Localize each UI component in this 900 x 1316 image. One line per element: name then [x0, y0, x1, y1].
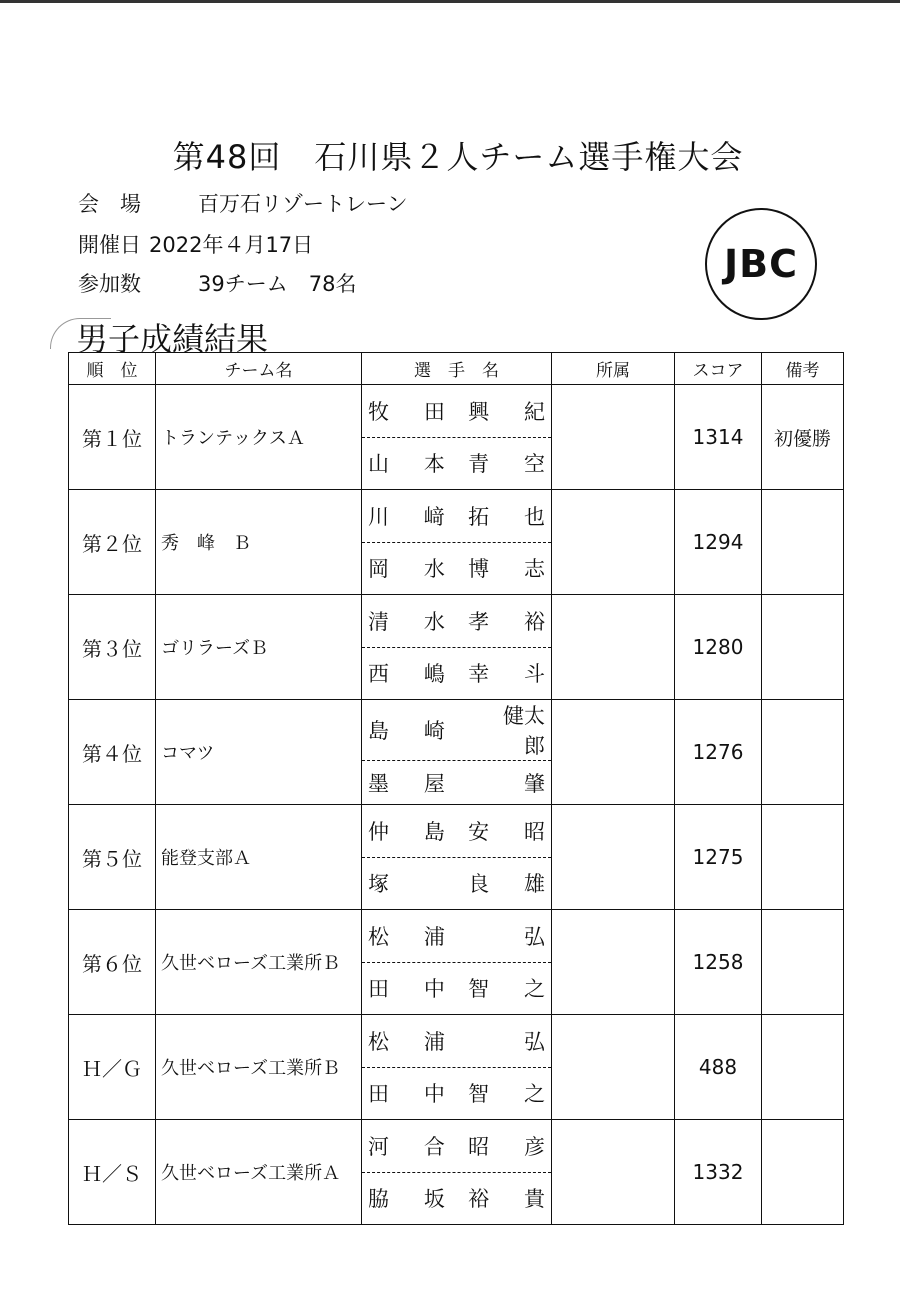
- score-cell: 1258: [675, 910, 762, 1015]
- player-name-char: 水: [423, 557, 445, 582]
- player-name-char: 青: [468, 452, 490, 477]
- players-cell: [362, 385, 552, 490]
- team-cell: 久世ベローズ工業所Ｂ: [156, 1015, 362, 1120]
- rank-cell: 第１位: [69, 385, 156, 490]
- table-row: [69, 595, 844, 700]
- table-row: [69, 385, 844, 490]
- rank-cell: 第５位: [69, 805, 156, 910]
- player-name-char: 裕: [468, 1187, 490, 1212]
- player-name-char: 也: [524, 504, 545, 529]
- team-cell: 秀 峰 Ｂ: [156, 490, 362, 595]
- player-name: [362, 1120, 551, 1173]
- date-value: 2022年４月17日: [149, 233, 314, 257]
- score-cell: 1332: [675, 1120, 762, 1225]
- score-cell: 1280: [675, 595, 762, 700]
- player-name: [362, 1015, 551, 1068]
- venue-label: 会 場: [78, 192, 141, 216]
- affiliation-cell: [552, 385, 675, 490]
- player-name: [362, 543, 551, 595]
- player-name-char: 牧: [368, 399, 389, 424]
- player-name-char: 貴: [524, 1187, 545, 1212]
- team-cell: コマツ: [156, 700, 362, 805]
- player-name-char: 昭: [468, 1134, 490, 1159]
- header-affiliation: 所属: [552, 353, 675, 385]
- player-name-char: 之: [524, 1082, 545, 1107]
- player-name-char: 安: [468, 819, 490, 844]
- players-cell: [362, 595, 552, 700]
- player-name: [362, 1068, 551, 1120]
- note-cell: [762, 910, 844, 1015]
- player-name-char: 合: [423, 1134, 445, 1159]
- player-name-char: 孝: [468, 609, 490, 634]
- rank-cell: 第４位: [69, 700, 156, 805]
- affiliation-cell: [552, 805, 675, 910]
- player-name-char: 健太郎: [503, 704, 545, 758]
- player-name-char: 志: [524, 557, 545, 582]
- player-name-char: 嶋: [423, 662, 445, 687]
- table-row: [69, 1015, 844, 1120]
- note-cell: [762, 1015, 844, 1120]
- player-name: [362, 438, 551, 490]
- entries-line: [78, 268, 356, 298]
- player-name: [362, 648, 551, 700]
- player-name: [362, 700, 551, 761]
- entries-value: 39チーム 78名: [198, 272, 357, 296]
- player-name-char: 博: [468, 557, 490, 582]
- player-name-char: 仲: [368, 819, 389, 844]
- note-cell: [762, 1120, 844, 1225]
- player-name-char: 昭: [524, 819, 545, 844]
- table-row: [69, 1120, 844, 1225]
- players-cell: [362, 805, 552, 910]
- date-label: 開催日: [78, 233, 141, 257]
- player-name-char: 墨: [368, 771, 389, 796]
- table-row: [69, 490, 844, 595]
- score-cell: 1276: [675, 700, 762, 805]
- entries-label: 参加数: [78, 272, 141, 296]
- player-name-char: 中: [423, 977, 445, 1002]
- scan-edge-line: [0, 0, 900, 3]
- score-cell: 1314: [675, 385, 762, 490]
- player-name: [362, 963, 551, 1015]
- player-name-char: 肇: [524, 771, 545, 796]
- player-name-char: 田: [368, 1082, 389, 1107]
- header-rank: 順 位: [69, 353, 156, 385]
- players-cell: [362, 1120, 552, 1225]
- players-cell: [362, 1015, 552, 1120]
- player-name-char: 島: [368, 719, 389, 743]
- player-name-char: 崎: [423, 719, 445, 743]
- player-name: [362, 761, 551, 804]
- player-name-char: 坂: [423, 1187, 445, 1212]
- page-title: 第48回 石川県２人チーム選手権大会: [172, 138, 744, 176]
- note-cell: [762, 595, 844, 700]
- player-name-char: 山: [368, 452, 389, 477]
- section-title: 男子成績結果: [76, 320, 269, 358]
- team-cell: 久世ベローズ工業所Ａ: [156, 1120, 362, 1225]
- player-name-char: 島: [423, 819, 445, 844]
- rank-cell: Ｈ／Ｇ: [69, 1015, 156, 1120]
- player-name-char: 弘: [524, 924, 545, 949]
- results-table: [68, 352, 844, 1225]
- player-name-char: 智: [468, 977, 490, 1002]
- venue-value: 百万石リゾートレーン: [198, 192, 408, 216]
- score-cell: 1294: [675, 490, 762, 595]
- player-name: [362, 910, 551, 963]
- team-cell: 能登支部Ａ: [156, 805, 362, 910]
- note-cell: 初優勝: [762, 385, 844, 490]
- header-note: 備考: [762, 353, 844, 385]
- player-name-char: 幸: [468, 662, 490, 687]
- player-name-char: 清: [368, 609, 389, 634]
- player-name-char: 脇: [368, 1187, 389, 1212]
- affiliation-cell: [552, 910, 675, 1015]
- player-name-char: 之: [524, 977, 545, 1002]
- jbc-logo: JBC: [705, 208, 817, 320]
- score-cell: 1275: [675, 805, 762, 910]
- header-team: チーム名: [156, 353, 362, 385]
- player-name-char: 塚: [368, 872, 389, 897]
- header-players: 選 手 名: [362, 353, 552, 385]
- team-cell: トランテックスＡ: [156, 385, 362, 490]
- players-cell: [362, 490, 552, 595]
- player-name-char: 﨑: [423, 504, 445, 529]
- player-name-char: 岡: [368, 557, 389, 582]
- header-score: スコア: [675, 353, 762, 385]
- rank-cell: 第３位: [69, 595, 156, 700]
- rank-cell: 第２位: [69, 490, 156, 595]
- table-row: [69, 910, 844, 1015]
- players-cell: [362, 910, 552, 1015]
- table-header-row: [69, 353, 844, 385]
- player-name-char: 雄: [524, 872, 545, 897]
- player-name-char: 西: [368, 662, 389, 687]
- player-name-char: 松: [368, 1029, 389, 1054]
- player-name-char: 本: [423, 452, 445, 477]
- player-name-char: 紀: [524, 399, 545, 424]
- player-name-char: 空: [524, 452, 545, 477]
- player-name: [362, 858, 551, 910]
- affiliation-cell: [552, 595, 675, 700]
- player-name-char: 浦: [423, 924, 445, 949]
- venue-line: [78, 188, 408, 218]
- player-name-char: 河: [368, 1134, 389, 1159]
- player-name-char: 良: [468, 872, 490, 897]
- score-cell: 488: [675, 1015, 762, 1120]
- player-name-char: 彦: [524, 1134, 545, 1159]
- affiliation-cell: [552, 1120, 675, 1225]
- date-line: [78, 229, 313, 259]
- affiliation-cell: [552, 1015, 675, 1120]
- player-name-char: 中: [423, 1082, 445, 1107]
- player-name-char: 水: [423, 609, 445, 634]
- players-cell: [362, 700, 552, 805]
- table-row: [69, 805, 844, 910]
- player-name: [362, 490, 551, 543]
- rank-cell: 第６位: [69, 910, 156, 1015]
- note-cell: [762, 700, 844, 805]
- affiliation-cell: [552, 490, 675, 595]
- player-name-char: 智: [468, 1082, 490, 1107]
- team-cell: 久世ベローズ工業所Ｂ: [156, 910, 362, 1015]
- player-name-char: 田: [368, 977, 389, 1002]
- rank-cell: Ｈ／Ｓ: [69, 1120, 156, 1225]
- table-row: [69, 700, 844, 805]
- player-name-char: 松: [368, 924, 389, 949]
- player-name-char: 川: [368, 504, 389, 529]
- note-cell: [762, 805, 844, 910]
- player-name: [362, 805, 551, 858]
- player-name: [362, 385, 551, 438]
- affiliation-cell: [552, 700, 675, 805]
- player-name-char: 弘: [524, 1029, 545, 1054]
- player-name-char: 屋: [423, 771, 445, 796]
- player-name: [362, 1173, 551, 1225]
- player-name: [362, 595, 551, 648]
- player-name-char: 拓: [468, 504, 490, 529]
- note-cell: [762, 490, 844, 595]
- player-name-char: 田: [423, 399, 445, 424]
- player-name-char: 斗: [524, 662, 545, 687]
- player-name-char: 裕: [524, 609, 545, 634]
- player-name-char: 興: [468, 399, 490, 424]
- team-cell: ゴリラーズＢ: [156, 595, 362, 700]
- player-name-char: 浦: [423, 1029, 445, 1054]
